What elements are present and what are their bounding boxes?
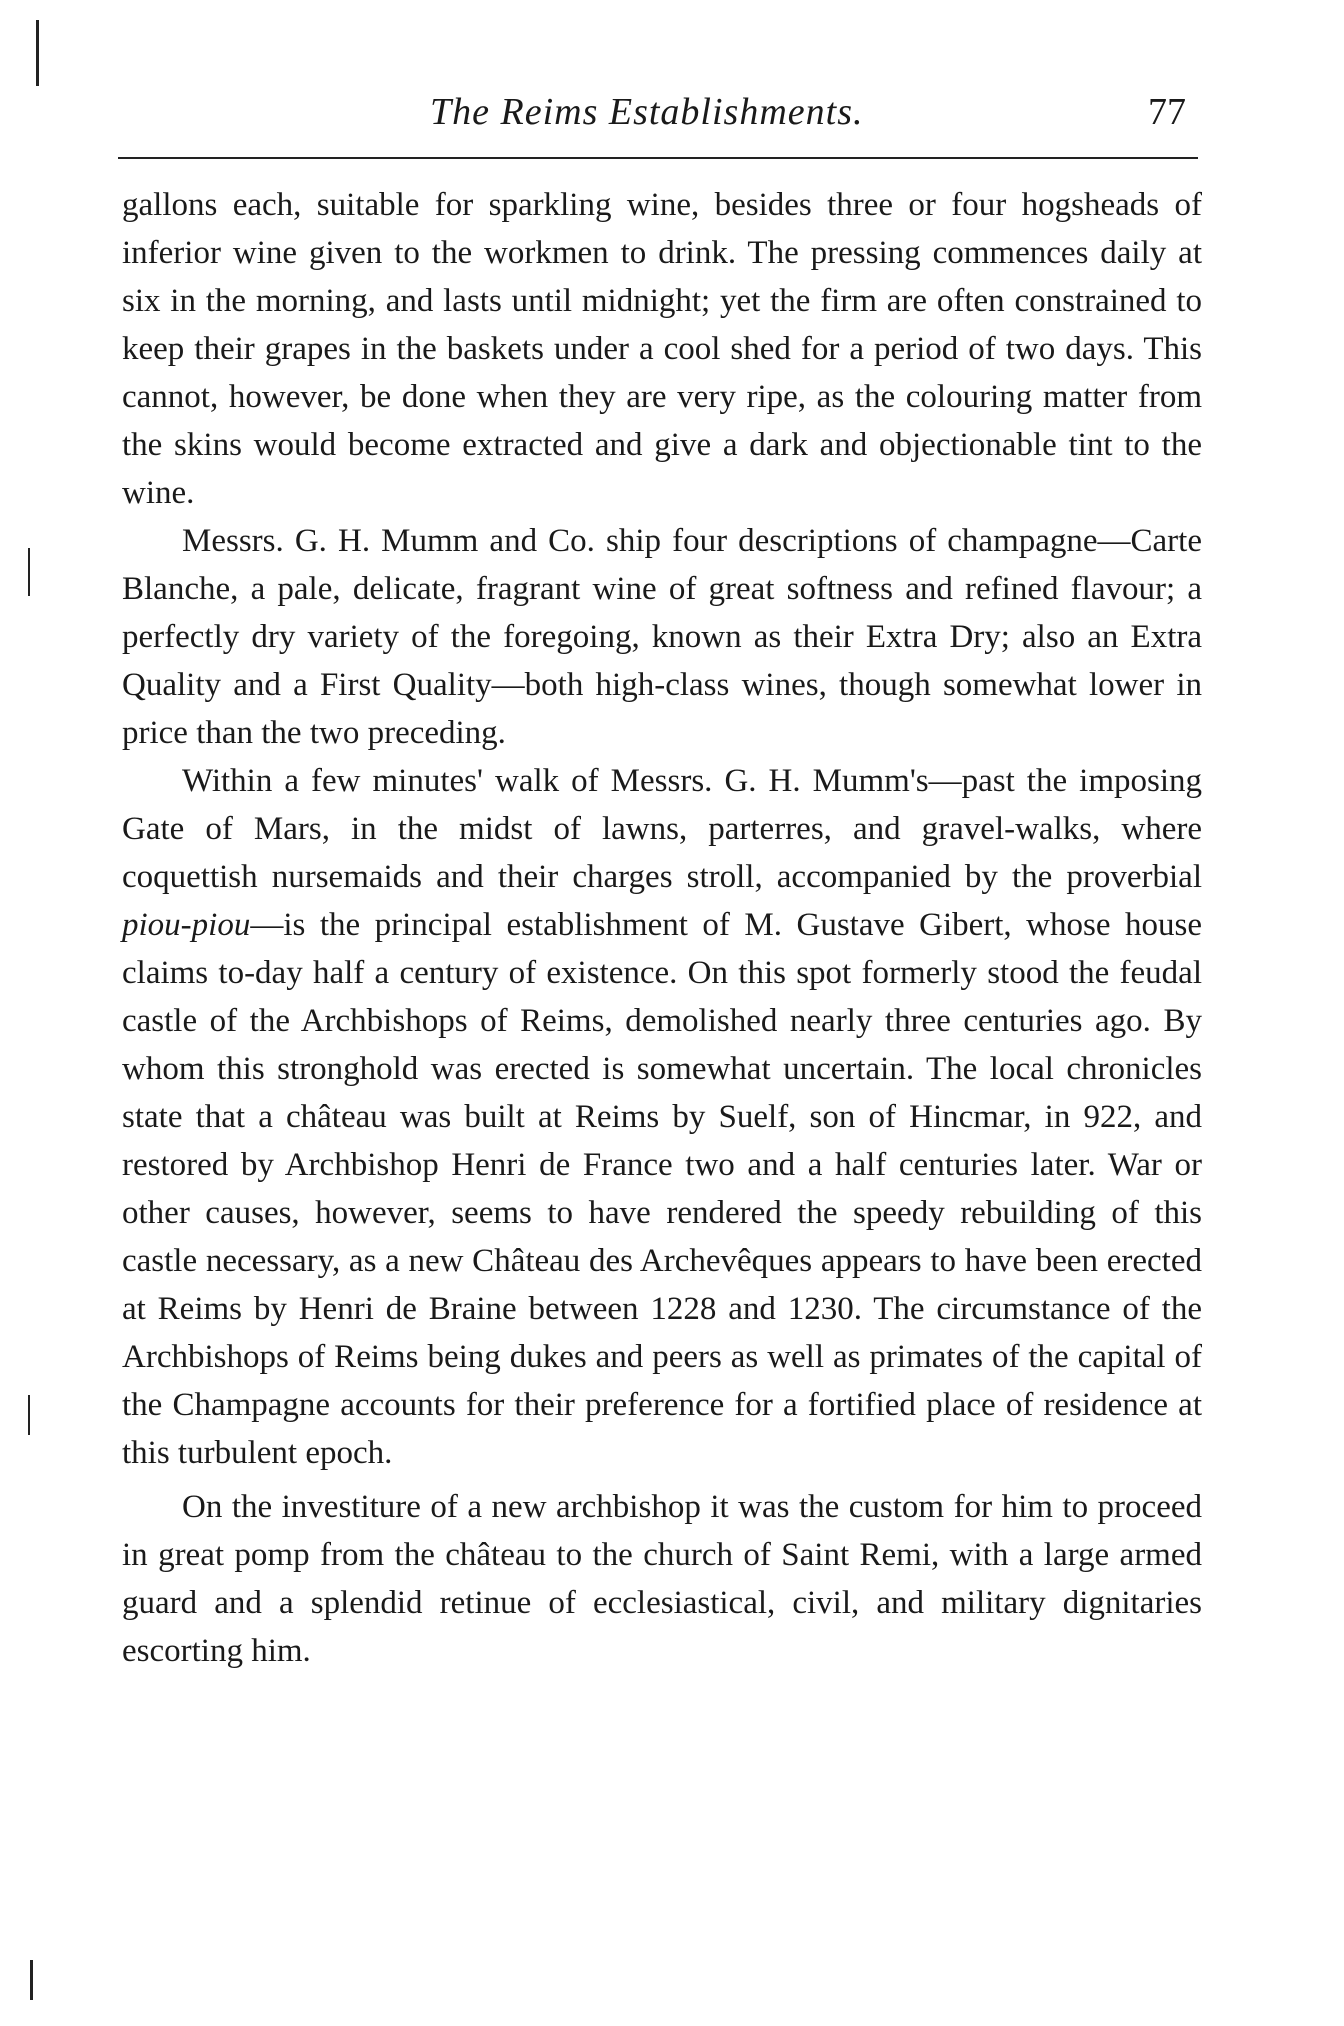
paragraph-text: On the investiture of a new archbishop it was the custom for him to proceed in great pomp from the château to the church of Saint Remi, with a large armed guard and a splendid retinue of ecclesiastical, civil, and military dignitaries escorting him. <box>122 1489 1202 1669</box>
paragraph-text: —is the principal establishment of M. Gustave Gibert, whose house claims to-day half a century of existence. On this spot formerly stood the feudal castle of the Archbishops of Reims, demolished nearly three centuries ago. By whom this stronghold was erected is somewhat uncertain. The local chronicles state that a château was built at Reims by Suelf, son of Hincmar, in 922, and restored by Archbishop Henri de France two and a half centuries later. War or other causes, however, seems to have rendered the speedy rebuilding of this castle necessary, as a new Château des Archevêques appears to have been erected at Reims by Henri de Braine between 1228 and 1230. The circumstance of the Archbishops of Reims being dukes and peers as well as primates of the capital of the Champagne accounts for their preference for a fortified place of residence at this turbulent epoch. <box>122 907 1202 1471</box>
paragraph-text: Within a few minutes' walk of Messrs. G. H. Mumm's—past the imposing Gate of Mars, in the midst of lawns, parterres, and gravel-walks, where coquettish nursemaids and their charges stroll, accompanied by the proverbial <box>122 763 1202 895</box>
paragraph-text: gallons each, suitable for sparkling wine, besides three or four hogsheads of inferior wine given to the workmen to drink. The pressing commences daily at six in the morning, and lasts until midnight; yet the firm are often constrained to keep their grapes in the baskets under a cool shed for a period of two days. This cannot, however, be done when they are very ripe, as the colouring matter from the skins would become extracted and give a dark and objectionable tint to the wine. <box>122 187 1202 511</box>
scan-edge-mark <box>28 1395 30 1435</box>
body-text <box>122 181 1202 1675</box>
header-rule <box>118 157 1198 159</box>
paragraph <box>122 1483 1202 1675</box>
italic-term: piou-piou <box>122 907 251 943</box>
scan-edge-mark <box>28 548 30 596</box>
scan-edge-mark <box>30 1960 33 2000</box>
paragraph <box>122 517 1202 757</box>
page-number: 77 <box>1148 91 1186 133</box>
paragraph <box>122 181 1202 517</box>
running-title: The Reims Establishments. <box>430 91 864 133</box>
paragraph <box>122 757 1202 1477</box>
running-header <box>120 78 1200 138</box>
paragraph-text: Messrs. G. H. Mumm and Co. ship four descriptions of champagne—Carte Blanche, a pale, delicate, fragrant wine of great softness and refined flavour; a perfectly dry variety of the foregoing, known as their Extra Dry; also an Extra Quality and a First Quality—both high-class wines, though somewhat lower in price than the two preceding. <box>122 523 1202 751</box>
scan-edge-mark <box>36 20 39 86</box>
